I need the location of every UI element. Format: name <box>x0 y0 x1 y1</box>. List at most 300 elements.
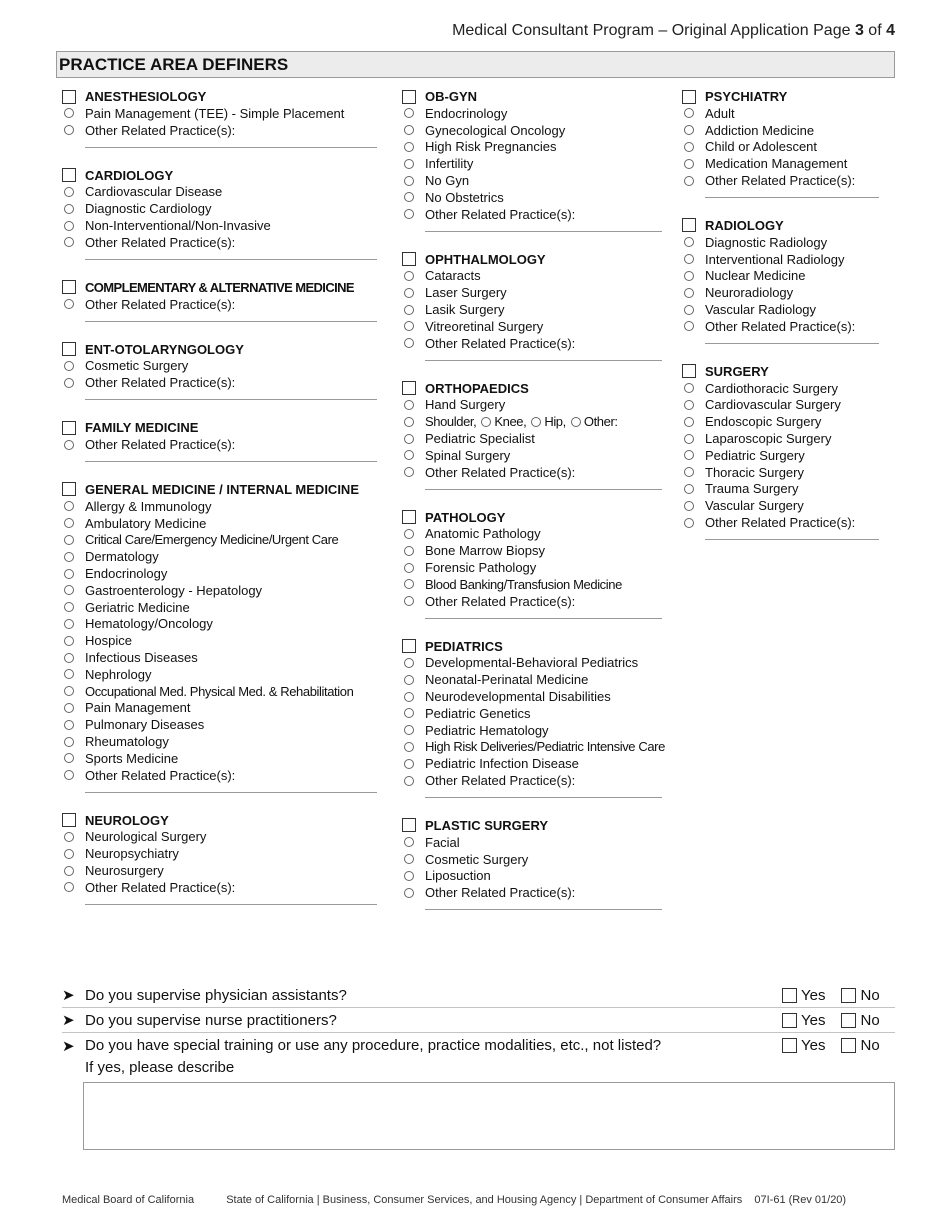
option-label: Nuclear Medicine <box>705 268 806 284</box>
option-label: Other Related Practice(s): <box>705 173 856 189</box>
specialty-title: ENT-OTOLARYNGOLOGY <box>85 341 244 357</box>
option-row <box>62 632 382 649</box>
option-row <box>682 447 882 464</box>
option-row <box>682 139 882 156</box>
option-radio[interactable] <box>404 692 414 702</box>
no-label: No <box>860 1037 880 1054</box>
option-label: Other Related Practice(s): <box>425 593 576 609</box>
yes-checkbox[interactable] <box>782 988 797 1003</box>
other-related-row <box>402 884 662 901</box>
option-radio[interactable] <box>404 450 414 460</box>
option-row <box>62 716 382 733</box>
specialty-header <box>682 363 882 380</box>
option-label: Other Related Practice(s): <box>85 879 236 895</box>
option-radio[interactable] <box>404 888 414 898</box>
option-row <box>402 139 662 156</box>
page-header <box>420 22 895 40</box>
other-related-input[interactable] <box>705 343 879 344</box>
arrow-icon: ➤ <box>62 987 75 1004</box>
specialty-ent-otolaryngology <box>62 341 382 401</box>
specialty-checkbox[interactable] <box>402 510 416 524</box>
specialty-header <box>402 380 662 397</box>
option-radio[interactable] <box>64 653 74 663</box>
option-radio[interactable] <box>684 417 694 427</box>
option-radio[interactable] <box>64 636 74 646</box>
other-related-row <box>682 514 882 531</box>
option-radio[interactable] <box>481 417 491 427</box>
question-row <box>62 1033 895 1058</box>
no-checkbox[interactable] <box>841 1013 856 1028</box>
option-radio[interactable] <box>684 484 694 494</box>
other-related-input[interactable] <box>705 197 879 198</box>
option-row <box>682 481 882 498</box>
specialty-checkbox[interactable] <box>402 818 416 832</box>
option-label: Occupational Med. Physical Med. & Rehabilitation <box>85 683 354 699</box>
option-radio[interactable] <box>64 535 74 545</box>
yes-checkbox[interactable] <box>782 1038 797 1053</box>
option-radio[interactable] <box>684 176 694 186</box>
other-related-input[interactable] <box>705 539 879 540</box>
option-radio[interactable] <box>404 529 414 539</box>
header-title: Medical Consultant Program – Original Application Page <box>452 22 855 39</box>
option-row <box>682 268 882 285</box>
option-label: Cosmetic Surgery <box>85 358 189 374</box>
specialty-general-medicine-internal-medicine <box>62 481 382 793</box>
option-radio[interactable] <box>64 518 74 528</box>
option-row <box>62 498 382 515</box>
option-label: Pain Management (TEE) - Simple Placement <box>85 105 345 121</box>
option-row <box>402 189 662 206</box>
specialty-checkbox[interactable] <box>62 342 76 356</box>
other-related-row <box>402 772 662 789</box>
option-row <box>402 397 662 414</box>
specialty-checkbox[interactable] <box>682 218 696 232</box>
specialty-checkbox[interactable] <box>402 90 416 104</box>
option-label: Other Related Practice(s): <box>85 122 236 138</box>
option-radio[interactable] <box>64 669 74 679</box>
option-radio[interactable] <box>404 563 414 573</box>
option-radio[interactable] <box>404 125 414 135</box>
option-label: Laparoscopic Surgery <box>705 431 832 447</box>
option-radio[interactable] <box>64 602 74 612</box>
other-related-input[interactable] <box>425 618 662 619</box>
specialty-checkbox[interactable] <box>62 168 76 182</box>
option-radio[interactable] <box>404 305 414 315</box>
option-radio[interactable] <box>404 209 414 219</box>
option-label: Cataracts <box>425 268 481 284</box>
option-radio[interactable] <box>64 882 74 892</box>
option-label: Ambulatory Medicine <box>85 515 207 531</box>
arrow-icon: ➤ <box>62 1037 75 1055</box>
other-related-input[interactable] <box>425 360 662 361</box>
option-row <box>62 217 382 234</box>
specialty-title: ORTHOPAEDICS <box>425 380 529 396</box>
option-radio[interactable] <box>404 837 414 847</box>
option-radio[interactable] <box>684 450 694 460</box>
option-radio[interactable] <box>64 569 74 579</box>
specialty-complementary-alternative-medicine <box>62 279 382 322</box>
header-page-total: 4 <box>886 22 895 39</box>
footer-form-id: 07I-61 (Rev 01/20) <box>754 1194 847 1206</box>
option-label: Other: <box>583 414 618 430</box>
other-related-input[interactable] <box>85 461 377 462</box>
specialty-header <box>402 638 662 655</box>
question-text: Do you supervise nurse practitioners? <box>85 1011 337 1029</box>
other-related-input[interactable] <box>85 147 377 148</box>
option-radio[interactable] <box>64 221 74 231</box>
option-row <box>62 829 382 846</box>
option-row <box>62 733 382 750</box>
option-row <box>62 565 382 582</box>
no-label: No <box>860 1011 880 1029</box>
specialty-header <box>62 279 382 296</box>
option-radio[interactable] <box>64 501 74 511</box>
option-radio[interactable] <box>404 400 414 410</box>
option-row <box>62 599 382 616</box>
option-label: No Gyn <box>425 173 470 189</box>
specialty-header <box>62 167 382 184</box>
option-radio[interactable] <box>64 440 74 450</box>
option-row <box>62 532 382 549</box>
option-label: Bone Marrow Biopsy <box>425 543 545 559</box>
option-row <box>682 122 882 139</box>
option-radio[interactable] <box>404 579 414 589</box>
option-label: Pain Management <box>85 700 191 716</box>
page-footer <box>62 1194 895 1206</box>
option-radio[interactable] <box>404 596 414 606</box>
option-radio[interactable] <box>684 108 694 118</box>
option-row <box>62 649 382 666</box>
option-radio[interactable] <box>64 299 74 309</box>
option-label: Cardiovascular Surgery <box>705 397 841 413</box>
option-row <box>62 200 382 217</box>
option-label: Trauma Surgery <box>705 481 799 497</box>
option-label: Liposuction <box>425 868 491 884</box>
specialty-checkbox[interactable] <box>62 421 76 435</box>
option-radio[interactable] <box>64 703 74 713</box>
specialty-title: COMPLEMENTARY & ALTERNATIVE MEDICINE <box>85 279 354 295</box>
option-radio[interactable] <box>64 832 74 842</box>
option-label: Other Related Practice(s): <box>705 515 856 531</box>
option-row <box>402 172 662 189</box>
option-row-joints <box>402 413 662 430</box>
option-row <box>62 582 382 599</box>
option-radio[interactable] <box>404 658 414 668</box>
option-row <box>62 666 382 683</box>
option-row <box>682 497 882 514</box>
option-label: Allergy & Immunology <box>85 498 212 514</box>
option-radio[interactable] <box>404 142 414 152</box>
option-radio[interactable] <box>404 417 414 427</box>
option-radio[interactable] <box>404 108 414 118</box>
option-row <box>402 268 662 285</box>
specialty-pathology <box>402 509 662 619</box>
option-radio[interactable] <box>684 383 694 393</box>
option-row <box>682 284 882 301</box>
specialty-header <box>62 481 382 498</box>
specialty-neurology <box>62 812 382 905</box>
option-radio[interactable] <box>64 378 74 388</box>
option-radio[interactable] <box>64 737 74 747</box>
option-label: Vitreoretinal Surgery <box>425 318 544 334</box>
option-radio[interactable] <box>404 776 414 786</box>
other-related-input[interactable] <box>425 909 662 910</box>
option-radio[interactable] <box>64 108 74 118</box>
question-row <box>62 1008 895 1033</box>
option-radio[interactable] <box>684 321 694 331</box>
specialty-header <box>402 509 662 526</box>
option-label: Hand Surgery <box>425 397 506 413</box>
specialty-radiology <box>682 217 882 344</box>
option-row <box>682 380 882 397</box>
option-row <box>682 464 882 481</box>
option-radio[interactable] <box>404 159 414 169</box>
specialty-cardiology <box>62 167 382 260</box>
option-row <box>402 301 662 318</box>
option-radio[interactable] <box>684 467 694 477</box>
column-2 <box>402 88 665 910</box>
option-row <box>62 862 382 879</box>
option-label: Lasik Surgery <box>425 302 505 318</box>
specialty-title: OB-GYN <box>425 89 477 104</box>
option-radio[interactable] <box>64 204 74 214</box>
option-radio[interactable] <box>404 434 414 444</box>
option-radio[interactable] <box>64 237 74 247</box>
option-radio[interactable] <box>684 125 694 135</box>
other-related-row <box>62 296 382 313</box>
other-related-input[interactable] <box>425 231 662 232</box>
option-label: Diagnostic Cardiology <box>85 201 212 217</box>
specialty-checkbox[interactable] <box>402 639 416 653</box>
option-label: Pulmonary Diseases <box>85 717 205 733</box>
specialty-checkbox[interactable] <box>682 364 696 378</box>
other-related-row <box>682 318 882 335</box>
column-3 <box>682 88 882 540</box>
option-label: Child or Adolescent <box>705 139 818 155</box>
option-row <box>402 576 662 593</box>
specialty-checkbox[interactable] <box>402 381 416 395</box>
option-label: Other Related Practice(s): <box>85 375 236 391</box>
option-row <box>62 616 382 633</box>
footer-agency: State of California | Business, Consumer Services, and Housing Agency | Department of Consumer Affairs <box>226 1194 743 1206</box>
other-related-input[interactable] <box>85 321 377 322</box>
other-related-row <box>62 234 382 251</box>
no-checkbox[interactable] <box>841 1038 856 1053</box>
option-radio[interactable] <box>684 305 694 315</box>
no-checkbox[interactable] <box>841 988 856 1003</box>
option-radio[interactable] <box>404 871 414 881</box>
option-label: Geriatric Medicine <box>85 599 190 615</box>
option-row <box>682 430 882 447</box>
option-radio[interactable] <box>64 866 74 876</box>
option-row <box>402 834 662 851</box>
option-label: Critical Care/Emergency Medicine/Urgent Care <box>85 532 339 548</box>
option-row <box>402 655 662 672</box>
option-radio[interactable] <box>404 321 414 331</box>
option-radio[interactable] <box>64 720 74 730</box>
specialty-header <box>682 217 882 234</box>
other-related-row <box>682 172 882 189</box>
option-radio[interactable] <box>404 546 414 556</box>
option-radio[interactable] <box>531 417 541 427</box>
option-radio[interactable] <box>684 501 694 511</box>
option-label: Facial <box>425 834 460 850</box>
specialty-checkbox[interactable] <box>62 90 76 104</box>
option-radio[interactable] <box>404 708 414 718</box>
other-related-row <box>402 593 662 610</box>
option-row <box>402 722 662 739</box>
option-radio[interactable] <box>64 770 74 780</box>
other-related-input[interactable] <box>425 489 662 490</box>
specialty-ob-gyn <box>402 88 662 232</box>
option-row <box>402 122 662 139</box>
yes-checkbox[interactable] <box>782 1013 797 1028</box>
other-related-row <box>62 122 382 139</box>
option-radio[interactable] <box>404 176 414 186</box>
option-row <box>62 845 382 862</box>
question-row <box>62 983 895 1008</box>
option-radio[interactable] <box>684 434 694 444</box>
option-radio[interactable] <box>64 585 74 595</box>
option-radio[interactable] <box>684 271 694 281</box>
option-radio[interactable] <box>64 686 74 696</box>
option-radio[interactable] <box>684 142 694 152</box>
option-label: Adult <box>705 105 735 121</box>
option-radio[interactable] <box>64 187 74 197</box>
specialty-header <box>682 88 882 105</box>
yes-label: Yes <box>801 1037 826 1054</box>
footer-org: Medical Board of California <box>62 1194 195 1206</box>
other-related-input[interactable] <box>85 399 377 400</box>
option-radio[interactable] <box>64 753 74 763</box>
option-row <box>402 868 662 885</box>
option-radio[interactable] <box>64 361 74 371</box>
specialty-checkbox[interactable] <box>682 90 696 104</box>
option-row <box>402 105 662 122</box>
specialty-title: RADIOLOGY <box>705 217 784 233</box>
option-label: Neurosurgery <box>85 863 164 878</box>
option-row <box>682 397 882 414</box>
option-label: Knee, <box>494 414 527 430</box>
option-radio[interactable] <box>64 619 74 629</box>
arrow-icon: ➤ <box>62 1012 75 1029</box>
option-label: Developmental-Behavioral Pediatrics <box>425 655 639 671</box>
section-title: PRACTICE AREA DEFINERS <box>56 51 895 78</box>
specialty-plastic-surgery <box>402 817 662 910</box>
option-row <box>402 705 662 722</box>
specialty-title: CARDIOLOGY <box>85 167 174 183</box>
option-label: Shoulder, <box>425 414 477 430</box>
option-radio[interactable] <box>684 159 694 169</box>
specialty-header <box>402 251 662 268</box>
specialty-ophthalmology <box>402 251 662 361</box>
option-label: Other Related Practice(s): <box>85 437 236 453</box>
option-radio[interactable] <box>684 400 694 410</box>
other-related-row <box>62 374 382 391</box>
other-related-row <box>62 436 382 453</box>
option-radio[interactable] <box>684 518 694 528</box>
specialty-orthopaedics <box>402 380 662 490</box>
option-radio[interactable] <box>404 338 414 348</box>
question-text: Do you have special training or use any procedure, practice modalities, etc., not listed? <box>85 1037 662 1054</box>
specialty-checkbox[interactable] <box>62 280 76 294</box>
other-related-input[interactable] <box>85 904 377 905</box>
option-radio[interactable] <box>404 192 414 202</box>
option-row <box>402 671 662 688</box>
other-related-input[interactable] <box>85 792 377 793</box>
option-row <box>62 515 382 532</box>
option-row <box>62 700 382 717</box>
other-related-row <box>62 767 382 784</box>
option-label: Neuroradiology <box>705 285 794 301</box>
option-label: Neurodevelopmental Disabilities <box>425 689 611 705</box>
specialty-title: SURGERY <box>705 363 769 379</box>
option-label: High Risk Deliveries/Pediatric Intensive Care <box>425 739 665 755</box>
specialty-title: FAMILY MEDICINE <box>85 420 199 436</box>
option-label: Hospice <box>85 633 132 649</box>
other-related-input[interactable] <box>85 259 377 260</box>
option-label: Thoracic Surgery <box>705 464 804 480</box>
specialty-header <box>62 419 382 436</box>
option-label: Rheumatology <box>85 734 169 750</box>
option-radio[interactable] <box>64 849 74 859</box>
option-radio[interactable] <box>404 271 414 281</box>
specialty-header <box>402 817 662 834</box>
specialty-checkbox[interactable] <box>62 813 76 827</box>
other-related-row <box>402 464 662 481</box>
specialty-title: ANESTHESIOLOGY <box>85 89 207 104</box>
option-row <box>682 301 882 318</box>
specialty-anesthesiology <box>62 88 382 148</box>
option-label: Vascular Surgery <box>705 498 804 514</box>
option-radio[interactable] <box>404 675 414 685</box>
option-radio[interactable] <box>404 467 414 477</box>
option-row <box>62 548 382 565</box>
option-radio[interactable] <box>684 254 694 264</box>
option-radio[interactable] <box>684 288 694 298</box>
option-label: Forensic Pathology <box>425 560 537 576</box>
option-label: Other Related Practice(s): <box>425 335 576 351</box>
option-label: Sports Medicine <box>85 750 179 766</box>
option-label: Neuropsychiatry <box>85 846 179 862</box>
option-radio[interactable] <box>404 742 414 752</box>
specialty-title: PSYCHIATRY <box>705 89 788 104</box>
option-radio[interactable] <box>64 552 74 562</box>
specialty-surgery <box>682 363 882 540</box>
specialty-checkbox[interactable] <box>62 482 76 496</box>
option-radio[interactable] <box>404 725 414 735</box>
option-row <box>402 755 662 772</box>
option-radio[interactable] <box>684 237 694 247</box>
other-related-input[interactable] <box>425 797 662 798</box>
option-radio[interactable] <box>404 288 414 298</box>
option-label: Other Related Practice(s): <box>85 296 236 312</box>
other-related-row <box>402 335 662 352</box>
option-radio[interactable] <box>404 759 414 769</box>
option-label: Dermatology <box>85 549 159 565</box>
option-label: Interventional Radiology <box>705 251 845 267</box>
specialty-title: OPHTHALMOLOGY <box>425 251 546 267</box>
specialty-psychiatry <box>682 88 882 198</box>
option-label: Other Related Practice(s): <box>425 464 576 480</box>
option-radio[interactable] <box>64 125 74 135</box>
option-radio[interactable] <box>404 854 414 864</box>
option-radio[interactable] <box>571 417 581 427</box>
specialty-checkbox[interactable] <box>402 252 416 266</box>
option-row <box>62 184 382 201</box>
describe-textarea[interactable] <box>83 1082 895 1150</box>
question-text: Do you supervise physician assistants? <box>85 986 347 1004</box>
